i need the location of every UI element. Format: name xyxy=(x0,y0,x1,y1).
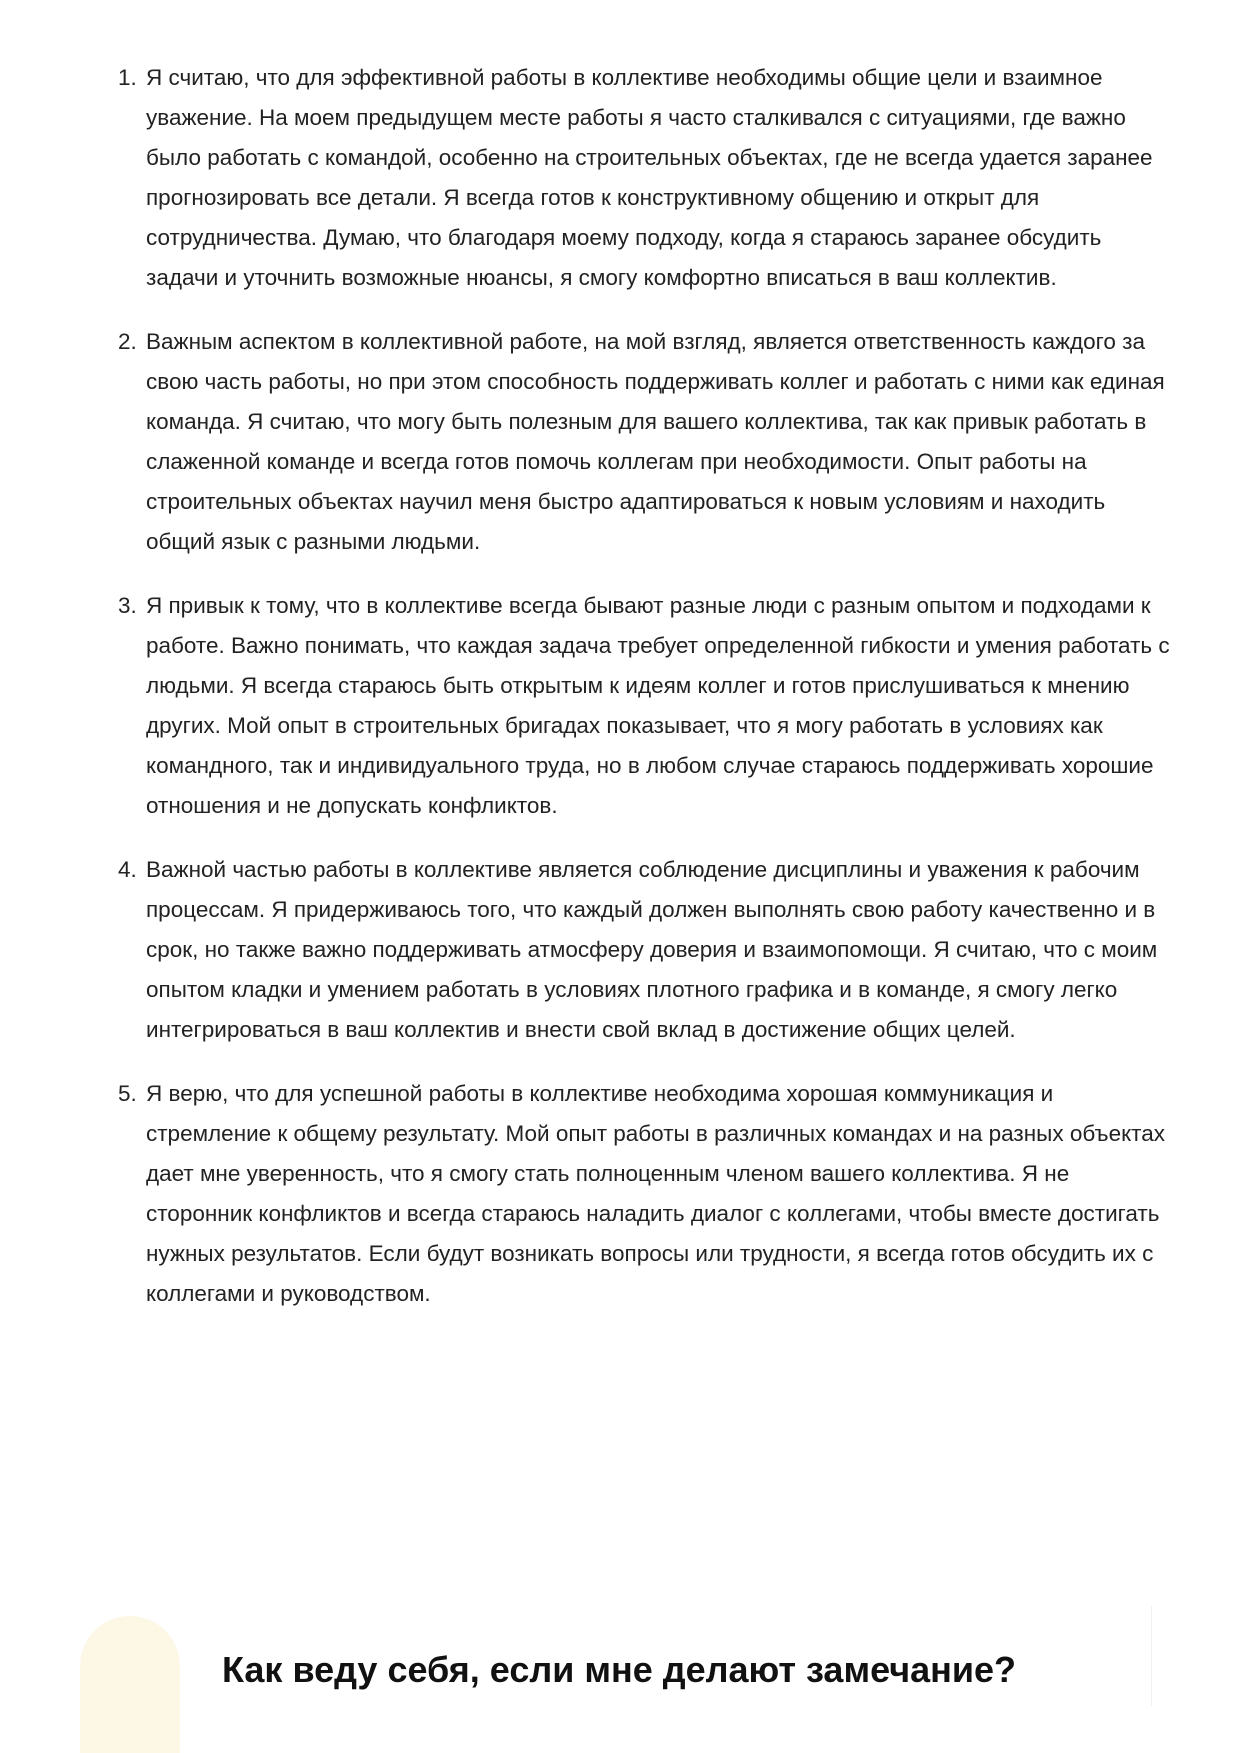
answer-item-2 xyxy=(118,322,1178,562)
answer-text: Важным аспектом в коллективной работе, на мой взгляд, является ответственность каждого за свою часть работы, но при этом способность поддерживать коллег и работать с ними как единая команда. Я считаю, что могу быть полезным для вашего коллектива, так как привык работать в слаженной команде и всегда готов помочь коллегам при необходимости. Опыт работы на строительных объектах научил меня быстро адаптироваться к новым условиям и находить общий язык с разными людьми. xyxy=(146,329,1165,554)
answer-item-5 xyxy=(118,1074,1178,1314)
answer-number: 3. xyxy=(118,593,137,618)
answer-number: 5. xyxy=(118,1081,137,1106)
answer-number: 4. xyxy=(118,857,137,882)
answer-item-4 xyxy=(118,850,1178,1050)
answers-list xyxy=(118,58,1178,1338)
answer-number: 2. xyxy=(118,329,137,354)
answer-text: Я верю, что для успешной работы в коллективе необходима хорошая коммуникация и стремление к общему результату. Мой опыт работы в различных командах и на разных объектах дает мне уверенность, что я смогу стать полноценным членом вашего коллектива. Я не сторонник конфликтов и всегда стараюсь наладить диалог с коллегами, чтобы вместе достигать нужных результатов. Если будут возникать вопросы или трудности, я всегда готов обсудить их с коллегами и руководством. xyxy=(146,1081,1165,1306)
answer-text: Я привык к тому, что в коллективе всегда бывают разные люди с разным опытом и подходами к работе. Важно понимать, что каждая задача требует определенной гибкости и умения работать с людьми. Я всегда стараюсь быть открытым к идеям коллег и готов прислушиваться к мнению других. Мой опыт в строительных бригадах показывает, что я могу работать в условиях как командного, так и индивидуального труда, но в любом случае стараюсь поддерживать хорошие отношения и не допускать конфликтов. xyxy=(146,593,1170,818)
section-heading: Как веду себя, если мне делают замечание? xyxy=(222,1649,1017,1690)
answer-text: Важной частью работы в коллективе является соблюдение дисциплины и уважения к рабочим процессам. Я придерживаюсь того, что каждый должен выполнять свою работу качественно и в срок, но также важно поддерживать атмосферу доверия и взаимопомощи. Я считаю, что с моим опытом кладки и умением работать в условиях плотного графика и в команде, я смогу легко интегрироваться в ваш коллектив и внести свой вклад в достижение общих целей. xyxy=(146,857,1158,1042)
card-border xyxy=(1151,1606,1152,1706)
decorative-shape xyxy=(80,1616,180,1753)
answer-item-1 xyxy=(118,58,1178,298)
answer-number: 1. xyxy=(118,65,137,90)
next-section-card xyxy=(80,1606,1160,1753)
answer-text: Я считаю, что для эффективной работы в коллективе необходимы общие цели и взаимное уважение. На моем предыдущем месте работы я часто сталкивался с ситуациями, где важно было работать с командой, особенно на строительных объектах, где не всегда удается заранее прогнозировать все детали. Я всегда готов к конструктивному общению и открыт для сотрудничества. Думаю, что благодаря моему подходу, когда я стараюсь заранее обсудить задачи и уточнить возможные нюансы, я смогу комфортно вписаться в ваш коллектив. xyxy=(146,65,1153,290)
answer-item-3 xyxy=(118,586,1178,826)
